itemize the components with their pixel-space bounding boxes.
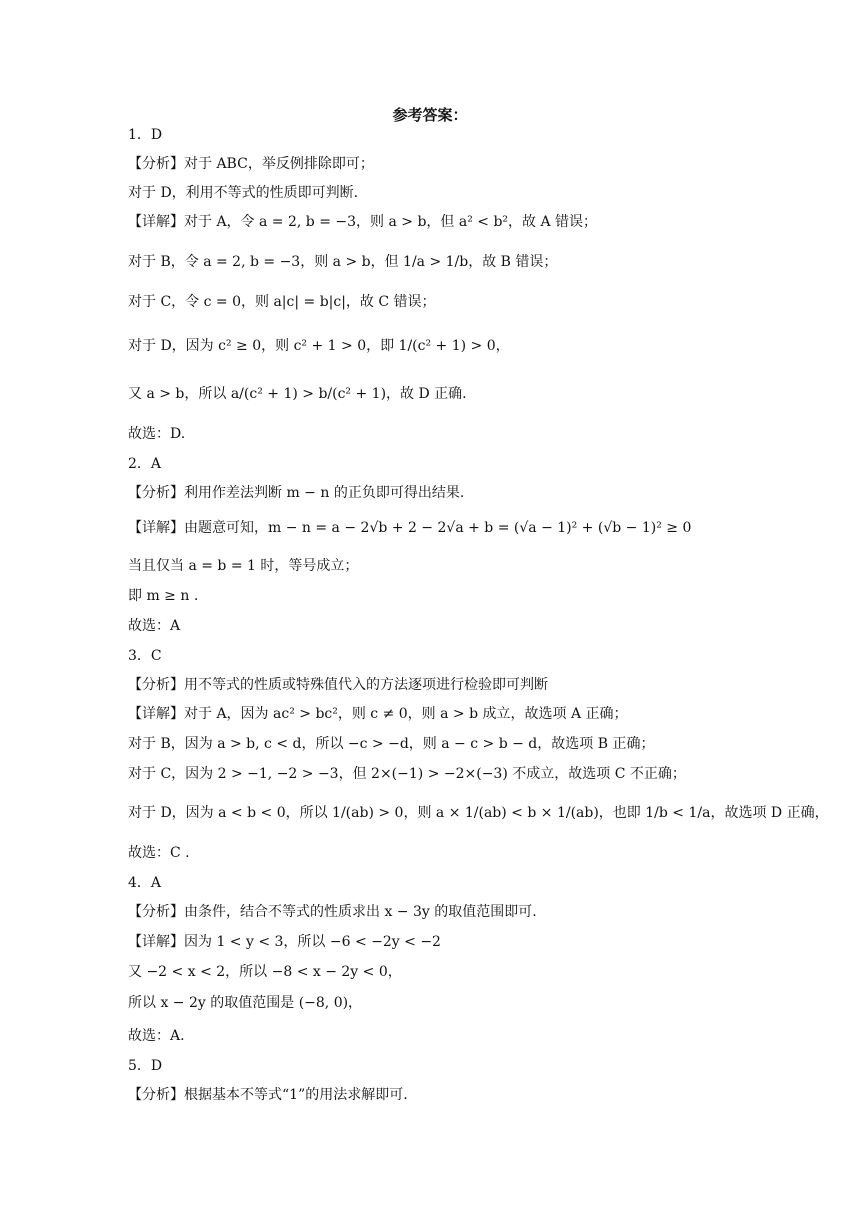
answer-2-choice: 故选：A: [128, 618, 181, 634]
answer-3-detail-d: 对于 D，因为 a < b < 0，所以 1/(ab) > 0，则 a × 1/(ab) < b × 1/(ab)，也即 1/b < 1/a，故选项 D 正确，: [128, 805, 829, 821]
answer-4-detail-range: 所以 x − 2y 的取值范围是 (−8, 0)，: [128, 995, 363, 1011]
answer-4-analysis: 【分析】由条件，结合不等式的性质求出 x − 3y 的取值范围即可.: [128, 904, 537, 920]
answer-1-detail-c: 对于 C，令 c = 0，则 a|c| = b|c|，故 C 错误；: [128, 294, 436, 310]
answer-1-detail-b: 对于 B，令 a = 2, b = −3，则 a > b，但 1/a > 1/b，故 B 错误；: [128, 254, 558, 270]
answer-4-detail-cont: 又 −2 < x < 2，所以 −8 < x − 2y < 0，: [128, 964, 402, 980]
answer-5-heading: 5．D: [128, 1058, 163, 1074]
answer-2-detail-result: 即 m ≥ n .: [128, 588, 199, 604]
answer-1-analysis-cont: 对于 D，利用不等式的性质即可判断.: [128, 185, 359, 201]
answer-4-heading: 4．A: [128, 875, 162, 891]
answer-1-analysis: 【分析】对于 ABC，举反例排除即可；: [128, 156, 374, 172]
answer-2-analysis: 【分析】利用作差法判断 m − n 的正负即可得出结果.: [128, 485, 465, 501]
answer-3-heading: 3．C: [128, 648, 162, 664]
answer-3-analysis: 【分析】用不等式的性质或特殊值代入的方法逐项进行检验即可判断: [128, 677, 548, 693]
answer-2-heading: 2．A: [128, 456, 162, 472]
answer-3-detail-a: 【详解】对于 A，因为 ac² > bc²，则 c ≠ 0，则 a > b 成立，故选项 A 正确；: [128, 706, 628, 722]
answer-5-analysis: 【分析】根据基本不等式“1”的用法求解即可.: [128, 1087, 408, 1103]
answer-3-detail-c: 对于 C，因为 2 > −1, −2 > −3，但 2×(−1) > −2×(−3) 不成立，故选项 C 不正确；: [128, 766, 686, 782]
answer-1-choice: 故选：D.: [128, 426, 186, 442]
answer-2-detail: 【详解】由题意可知，m − n = a − 2√b + 2 − 2√a + b = (√a − 1)² + (√b − 1)² ≥ 0: [128, 520, 692, 536]
answer-1-detail-d: 对于 D，因为 c² ≥ 0，则 c² + 1 > 0，即 1/(c² + 1) > 0，: [128, 338, 510, 354]
answer-3-choice: 故选：C .: [128, 845, 190, 861]
page-title: 参考答案：: [392, 106, 468, 124]
answer-4-detail: 【详解】因为 1 < y < 3，所以 −6 < −2y < −2: [128, 934, 441, 950]
answer-1-heading: 1．D: [128, 127, 163, 143]
answer-2-detail-equality: 当且仅当 a = b = 1 时，等号成立；: [128, 558, 359, 574]
answer-3-detail-b: 对于 B，因为 a > b, c < d，所以 −c > −d，则 a − c > b − d，故选项 B 正确；: [128, 736, 655, 752]
answer-1-detail-a: 【详解】对于 A，令 a = 2, b = −3，则 a > b，但 a² < b²，故 A 错误；: [128, 214, 598, 230]
answer-4-choice: 故选：A.: [128, 1028, 185, 1044]
answer-1-detail-d-cont: 又 a > b，所以 a/(c² + 1) > b/(c² + 1)，故 D 正确.: [128, 386, 467, 402]
